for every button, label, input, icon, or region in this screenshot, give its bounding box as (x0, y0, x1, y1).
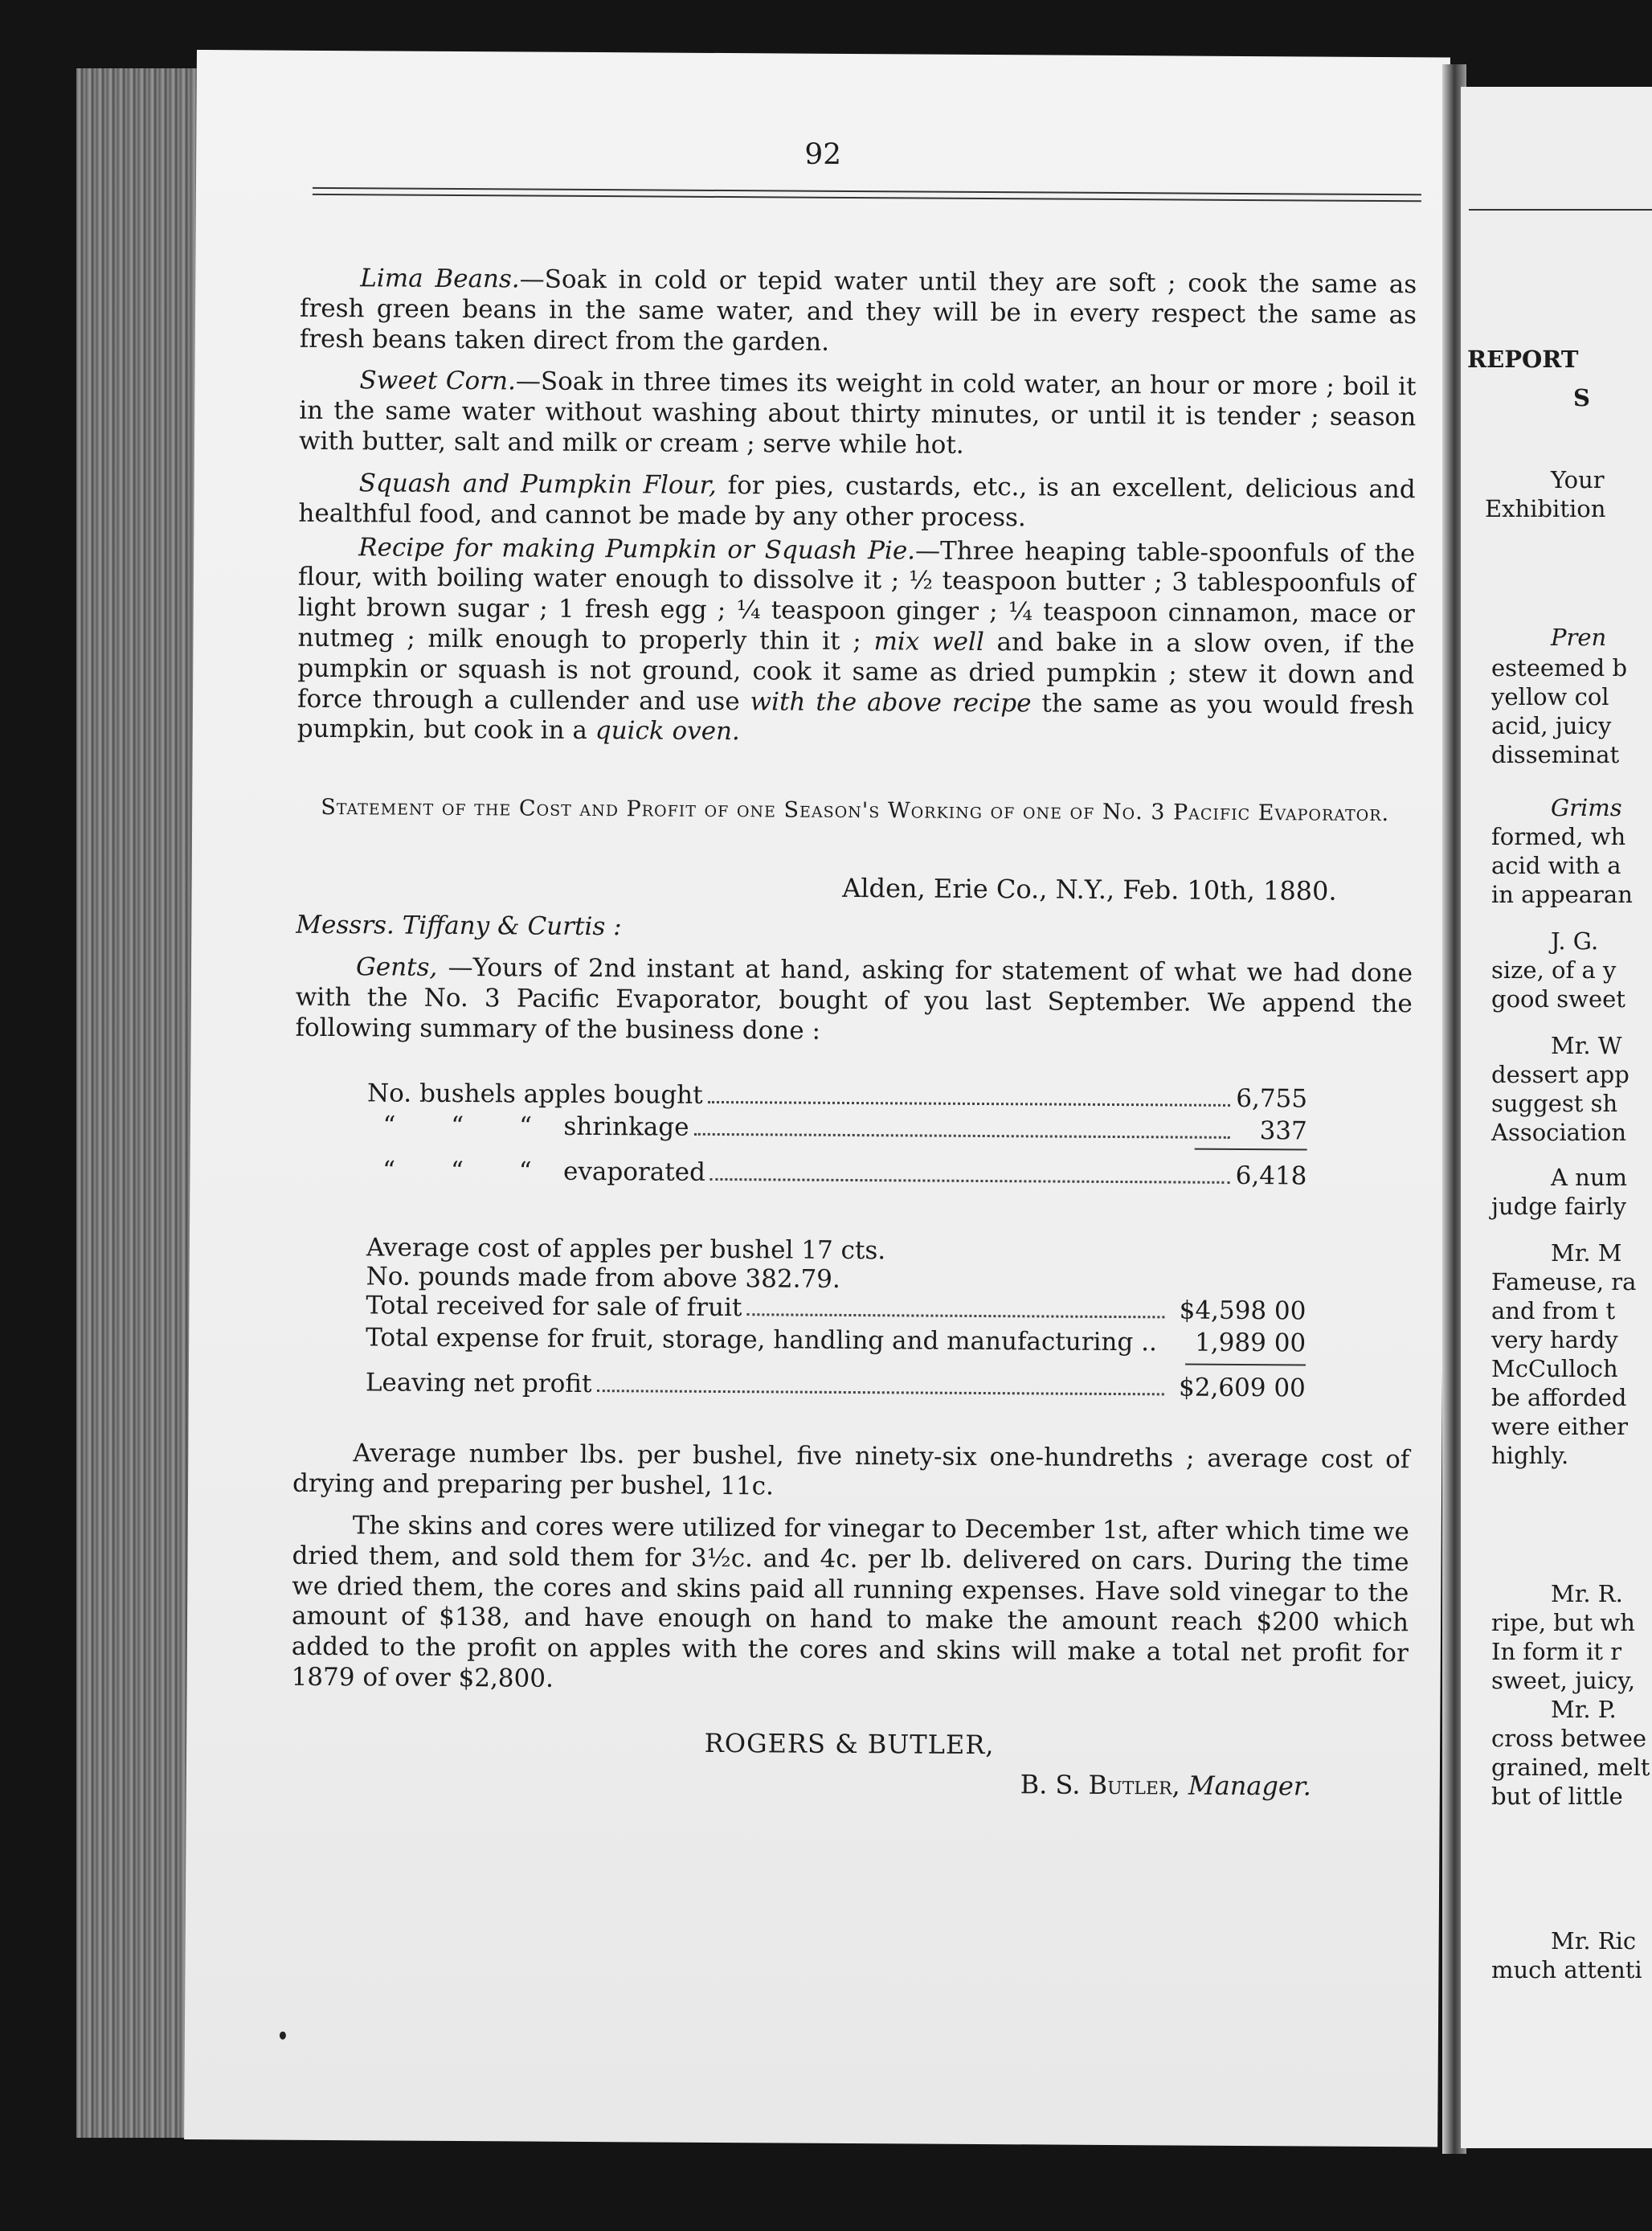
right-line: sweet, juicy, (1491, 1667, 1636, 1694)
right-line: Association (1491, 1119, 1627, 1146)
right-line: but of little (1491, 1783, 1623, 1810)
right-line: judge fairly (1491, 1193, 1626, 1220)
right-line: Exhibition (1485, 495, 1606, 522)
recipe-emphasis-2: with the above recipe (750, 686, 1032, 718)
right-line: McCulloch (1491, 1355, 1618, 1382)
right-line: Your (1551, 466, 1605, 493)
right-line: yellow col (1491, 683, 1609, 710)
right-line: ripe, but wh (1491, 1609, 1635, 1636)
money-summary-table (366, 1234, 1306, 1406)
right-line: Mr. Ric (1551, 1927, 1637, 1955)
letter-salutation: Messrs. Tiffany & Curtis : (296, 910, 622, 942)
right-line: dessert app (1491, 1061, 1630, 1088)
table-row (367, 1079, 1307, 1117)
table-row (366, 1292, 1306, 1329)
right-line: grained, melt (1491, 1754, 1650, 1781)
right-line: very hardy (1491, 1326, 1618, 1353)
right-line: Grims (1551, 794, 1622, 821)
recipe-emphasis-1: mix well (873, 627, 984, 657)
bushels-summary-table (366, 1079, 1307, 1194)
lima-beans-title: Lima Beans. (360, 264, 520, 294)
leader-dots (708, 1101, 1230, 1107)
squash-flour-text: for pies, custards, etc., is an excellent, delicious and healthful food, and cannot be made by any other process. (298, 470, 1416, 533)
average-paragraph: Average number lbs. per bushel, five ninety-six one-hundreths ; average cost of drying and preparing per bushel, 11c. (292, 1439, 1410, 1501)
table-row (366, 1369, 1306, 1406)
statement-heading: Statement of the Cost and Profit of one Season's Working of one of No. 3 Pacific Evaporator. (321, 795, 1390, 827)
page-body (291, 264, 1417, 1803)
right-line: S (1573, 384, 1590, 411)
recipe-text-1: —Three heaping table-spoonfuls of the flour, with boiling water enough to dissolve it ; ½ teaspoon butter ; 3 tablespoonfuls of light brown sugar ; 1 fresh egg ; ¼ teaspoon ginger ; ¼ teaspoon cinnamon, mace or nutmeg ; milk enough to properly thin it ; (297, 535, 1416, 657)
right-line: Mr. W (1551, 1032, 1622, 1059)
row-label: “ “ “ shrinkage (366, 1111, 689, 1143)
right-line: acid, juicy (1491, 712, 1612, 739)
squash-flour-paragraph (298, 469, 1415, 536)
right-line: much attenti (1491, 1956, 1642, 1983)
right-line: highly. (1491, 1442, 1569, 1469)
average-cost-line: Average cost of apples per bushel 17 cts. (366, 1233, 886, 1266)
table-row (367, 1111, 1307, 1149)
pounds-line: No. pounds made from above 382.79. (366, 1262, 840, 1295)
right-line: Mr. P. (1551, 1696, 1617, 1723)
leader-dots (596, 1390, 1163, 1395)
right-line: good sweet (1491, 985, 1625, 1013)
right-line: A num (1551, 1164, 1628, 1191)
right-line: cross betwee (1491, 1725, 1647, 1752)
right-line: and from t (1491, 1297, 1616, 1324)
row-value: $2,609 00 (1178, 1373, 1306, 1403)
right-line: acid with a (1491, 852, 1621, 879)
recipe-text-3: the same as you would fresh pumpkin, but cook in a (296, 688, 1415, 746)
letter-text: —Yours of 2nd instant at hand, asking for statement of what we had done with the No. 3 Pacific Evaporator, bought of you last September. We append the following summary of the business done : (295, 952, 1413, 1046)
ink-speck (280, 2032, 286, 2040)
right-line: Fameuse, ra (1491, 1268, 1637, 1296)
skins-paragraph: The skins and cores were utilized for vinegar to December 1st, after which time we dried them, and sold them for 3½c. and 4c. per lb. delivered on cars. During the time we dried them, the cores and skins paid all running expenses. Have sold vinegar to the amount of $138, and have enough on hand to make the amount reach $200 which added to the profit on apples with the cores and skins will make a total net profit for 1879 of over $2,800. (291, 1511, 1409, 1693)
sweet-corn-title: Sweet Corn. (359, 366, 517, 396)
recipe-emphasis-3: quick oven. (595, 716, 740, 747)
row-label: “ “ “ evaporated (366, 1156, 706, 1188)
table-row (366, 1156, 1306, 1194)
signature-title: Manager. (1188, 1770, 1311, 1802)
right-line: be afforded (1491, 1384, 1627, 1411)
letter-dateline: Alden, Erie Co., N.Y., Feb. 10th, 1880. (842, 873, 1337, 907)
row-label: Total received for sale of fruit (366, 1291, 742, 1323)
row-label: Total expense for fruit, storage, handling and manufacturing .. (366, 1323, 1157, 1357)
right-page-fragment (1461, 87, 1652, 2148)
letter-gents: Gents, (355, 952, 438, 982)
recipe-paragraph (297, 532, 1416, 751)
right-line: Mr. R. (1551, 1580, 1623, 1607)
row-label: Leaving net profit (365, 1368, 592, 1399)
right-header-rule (1469, 209, 1652, 211)
right-line: Mr. M (1551, 1239, 1622, 1267)
right-line: size, of a y (1491, 956, 1617, 984)
lima-beans-text: —Soak in cold or tepid water until they are soft ; cook the same as fresh green beans in the same water, and they will be in every respect the same as fresh beans taken direct from the garden. (299, 264, 1417, 357)
leader-dots (746, 1314, 1164, 1319)
right-line: In form it r (1491, 1638, 1622, 1665)
signature-block (291, 1765, 1408, 1803)
row-value: 1,989 00 (1195, 1328, 1306, 1358)
recipe-title: Recipe for making Pumpkin or Squash Pie. (358, 532, 916, 565)
row-value: $4,598 00 (1179, 1296, 1306, 1326)
page-number: 92 (804, 137, 842, 171)
right-line: J. G. (1551, 927, 1599, 955)
signature-firm: ROGERS & BUTLER, (704, 1727, 995, 1761)
recipe-text-2: and bake in a slow oven, if the pumpkin or squash is not ground, cook it same as dried pumpkin ; stew it down and force through a cullender and use (296, 627, 1415, 716)
row-value: 337 (1259, 1116, 1307, 1146)
row-value: 6,755 (1236, 1084, 1308, 1114)
header-rule-bottom (313, 194, 1421, 202)
signature-name: B. S. Butler, (1020, 1769, 1180, 1801)
right-line: Pren (1551, 624, 1607, 651)
sweet-corn-paragraph (299, 366, 1417, 464)
sum-rule (1195, 1148, 1307, 1154)
right-line: suggest sh (1491, 1090, 1618, 1117)
table-row (366, 1324, 1306, 1361)
right-line: esteemed b (1491, 654, 1628, 682)
squash-flour-title: Squash and Pumpkin Flour, (358, 469, 717, 500)
letter-body (295, 952, 1413, 1050)
right-line: in appearan (1491, 881, 1633, 908)
row-value: 6,418 (1235, 1161, 1307, 1191)
row-label: No. bushels apples bought (366, 1079, 703, 1111)
right-line: REPORT (1467, 346, 1579, 373)
right-line: formed, wh (1491, 823, 1626, 850)
leader-dots (710, 1178, 1230, 1184)
lima-beans-paragraph (300, 264, 1417, 362)
right-line: were either (1491, 1413, 1629, 1440)
sweet-corn-text: —Soak in three times its weight in cold water, an hour or more ; boil it in the same water without washing about thirty minutes, or until it is tender ; season with butter, salt and milk or cream ; serve while hot. (298, 366, 1417, 460)
book-page-edges (76, 68, 197, 2138)
sum-rule (1185, 1364, 1306, 1369)
right-line: disseminat (1491, 741, 1620, 768)
left-page (184, 50, 1450, 2147)
leader-dots (693, 1133, 1229, 1139)
